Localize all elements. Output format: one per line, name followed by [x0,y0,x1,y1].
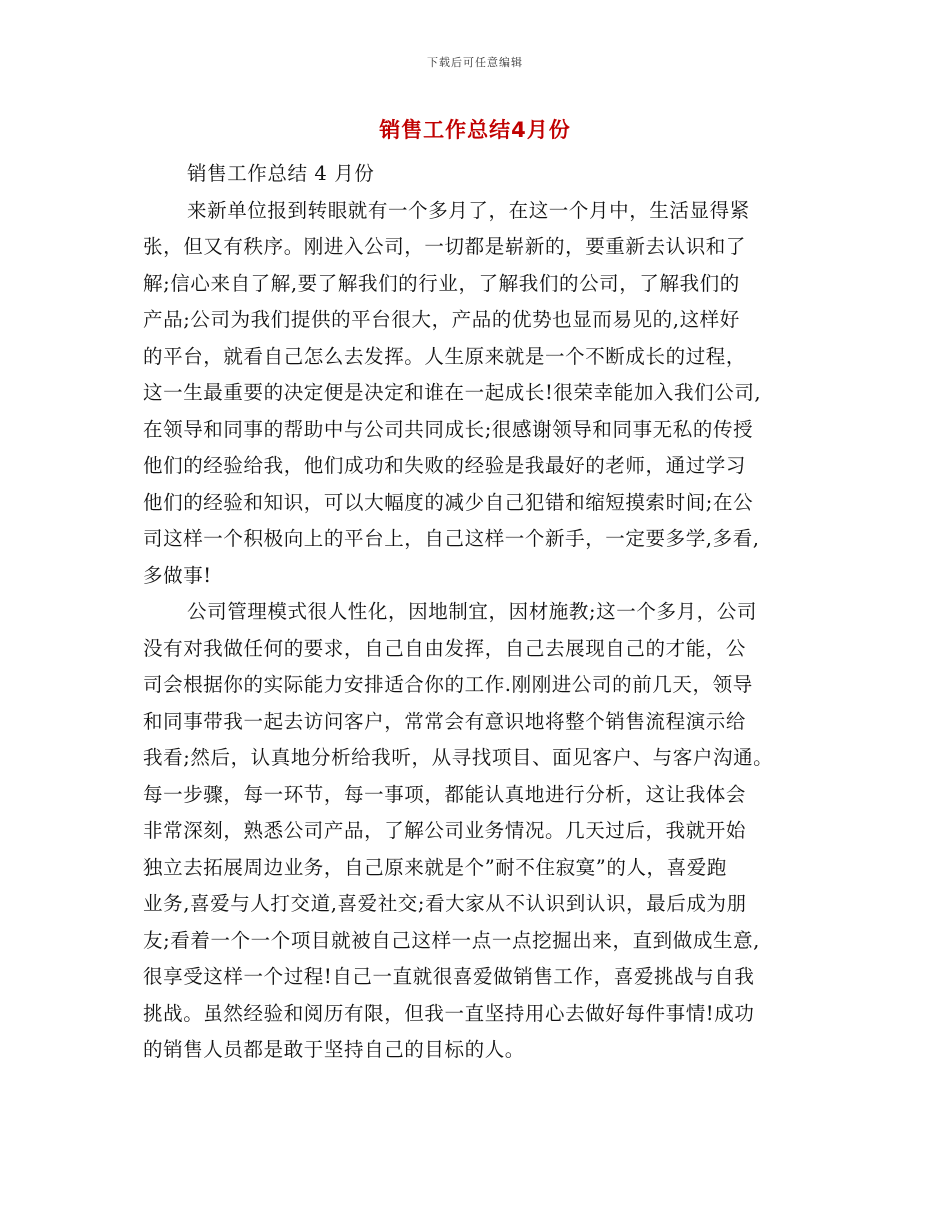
text-line: 的销售人员都是敢于坚持自己的目标的人。 [143,1038,525,1061]
text-line: 他们的经验和知识，可以大幅度的减少自己犯错和缩短摸索时间;在公 [143,490,754,514]
text-line: 在领导和同事的帮助中与公司共同成长;很感谢领导和同事无私的传授 [143,417,754,441]
header-note: 下载后可任意编辑 [427,56,523,69]
text-line: 司这样一个积极向上的平台上，自己这样一个新手，一定要多学,多看, [143,527,760,550]
text-line: 来新单位报到转眼就有一个多月了，在这一个月中，生活显得紧 [187,198,750,222]
text-line: 解;信心来自了解,要了解我们的行业，了解我们的公司，了解我们的 [143,271,740,295]
text-line: 很享受这样一个过程!自己一直就很喜爱做销售工作，喜爱挑战与自我 [143,965,755,988]
text-line: 我看;然后，认真地分析给我听，从寻找项目、面见客户、与客户沟通。 [143,746,774,769]
text-line: 的平台，就看自己怎么去发挥。人生原来就是一个不断成长的过程， [143,344,747,368]
text-line: 没有对我做任何的要求，自己自由发挥，自己去展现自己的才能，公 [143,636,747,660]
text-line: 销售工作总结 4 月份 [187,162,375,185]
text-line: 每一步骤，每一环节，每一事项，都能认真地进行分析，这让我体会 [143,782,747,806]
text-line: 非常深刻，熟悉公司产品，了解公司业务情况。几天过后，我就开始 [143,819,747,842]
text-line: 他们的经验给我，他们成功和失败的经验是我最好的老师，通过学习 [143,454,747,477]
text-line: 张，但又有秩序。刚进入公司，一切都是崭新的，要重新去认识和了 [143,235,747,258]
document-body [143,156,813,1069]
document-title: 销售工作总结4月份 [379,118,571,142]
text-line: 友;看着一个一个项目就被自己这样一点一点挖掘出来，直到做成生意, [143,928,760,952]
text-line: 多做事! [143,563,212,587]
text-line: 这一生最重要的决定便是决定和谁在一起成长!很荣幸能加入我们公司, [143,381,762,404]
text-line: 和同事带我一起去访问客户，常常会有意识地将整个销售流程演示给 [143,709,747,733]
text-line: 司会根据你的实际能力安排适合你的工作.刚刚进公司的前几天，领导 [143,673,753,696]
text-line: 公司管理模式很人性化，因地制宜，因材施教;这一个多月，公司 [187,600,757,623]
text-line: 业务,喜爱与人打交道,喜爱社交;看大家从不认识到认识，最后成为朋 [143,892,747,915]
text-line: 独立去拓展周边业务，自己原来就是个”耐不住寂寞”的人，喜爱跑 [143,855,727,879]
text-line: 挑战。虽然经验和阅历有限，但我一直坚持用心去做好每件事情!成功 [143,1001,755,1025]
text-line: 产品;公司为我们提供的平台很大，产品的优势也显而易见的,这样好 [143,308,740,331]
